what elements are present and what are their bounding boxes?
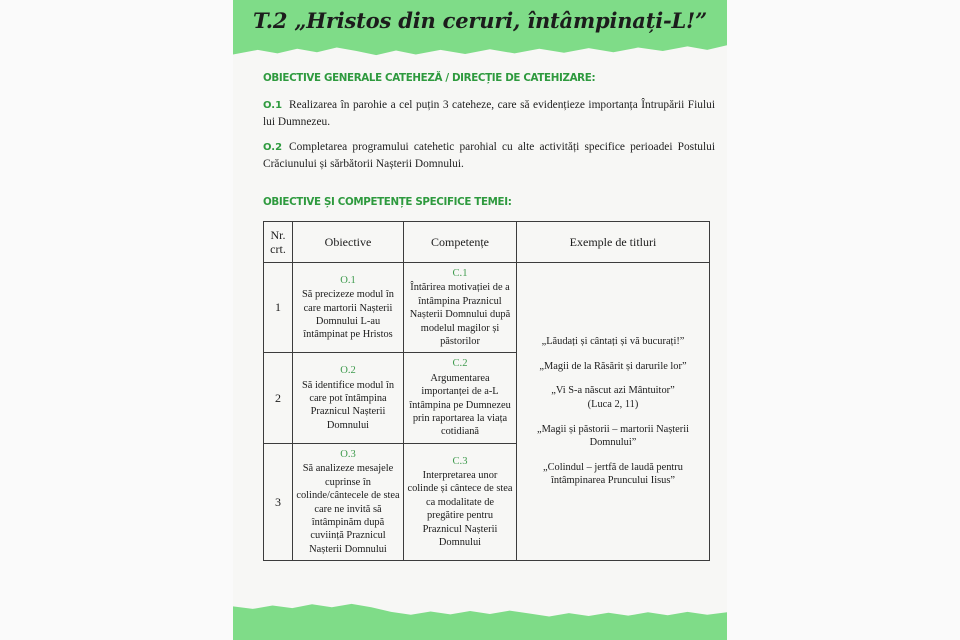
bottom-green-band-fill xyxy=(233,598,727,640)
column-header-nr-line2: crt. xyxy=(270,242,286,256)
row-1-competence-text: Întărirea motivației de a întâmpina Praznicul Nașterii Domnului după modelul magilor și păstorilor xyxy=(409,282,511,348)
document-content xyxy=(263,72,715,561)
general-objective-1-text: Realizarea în parohie a cel puțin 3 cateheze, care să evidențieze importanța Întrupării Fiului lui Dumnezeu. xyxy=(263,99,715,128)
document-page xyxy=(233,0,727,640)
examples-cell xyxy=(517,263,710,561)
row-1-objective-code: O.1 xyxy=(340,274,356,286)
row-1-objective xyxy=(293,263,404,353)
row-3-nr: 3 xyxy=(264,443,293,560)
section-heading-general: OBIECTIVE GENERALE CATEHEZĂ / DIRECȚIE DE CATEHIZARE: xyxy=(263,72,596,84)
row-2-competence xyxy=(404,353,517,443)
row-2-competence-text: Argumentarea importanței de a-L întâmpina pe Dumnezeu prin raportarea la viața cotidiană xyxy=(409,372,511,438)
general-objective-2-code: O.2 xyxy=(263,142,283,153)
general-objective-1-code: O.1 xyxy=(263,100,283,111)
column-header-nr-line1: Nr. xyxy=(270,228,286,242)
row-1-competence xyxy=(404,263,517,353)
general-objective-2-text: Completarea programului catehetic parohial cu alte activități specifice perioadei Postului Crăciunului și sărbătorii Nașterii Domnului. xyxy=(263,141,715,170)
row-3-objective xyxy=(293,443,404,560)
example-title-2 xyxy=(520,360,706,374)
row-1-nr: 1 xyxy=(264,263,293,353)
example-title-4 xyxy=(520,423,706,450)
objectives-competences-table xyxy=(263,221,710,561)
example-title-2-text: „Magii de la Răsărit și darurile lor” xyxy=(539,360,687,372)
row-3-competence-text: Interpretarea unor colinde și cântece de stea ca modalitate de pregătire pentru Praznicul Nașterii Domnului xyxy=(407,469,513,549)
row-3-competence-code: C.3 xyxy=(452,455,468,467)
general-objective-1 xyxy=(263,97,715,130)
row-2-competence-code: C.2 xyxy=(452,358,468,370)
example-title-3-text: „Vi S-a născut azi Mântuitor” xyxy=(551,385,675,397)
example-title-4-text: „Magii și păstorii – martorii Nașterii Domnului” xyxy=(536,423,690,449)
table-header-row xyxy=(264,222,710,263)
example-title-3-reference: (Luca 2, 11) xyxy=(587,398,639,410)
row-2-objective xyxy=(293,353,404,443)
column-header-obiective: Obiective xyxy=(293,222,404,263)
row-3-objective-code: O.3 xyxy=(340,448,356,460)
example-title-5-text: „Colindul – jertfă de laudă pentru întâmpinarea Pruncului Iisus” xyxy=(543,461,683,487)
example-title-5 xyxy=(520,461,706,488)
row-2-objective-code: O.2 xyxy=(340,365,356,377)
row-1-objective-text: Să precizeze modul în care martorii Nașterii Domnului L-au întâmpinat pe Hristos xyxy=(301,289,395,341)
row-2-objective-text: Să identifice modul în care pot întâmpina Praznicul Nașterii Domnului xyxy=(301,379,395,431)
page-title: T.2 „Hristos din ceruri, întâmpinați-L!” xyxy=(253,8,707,33)
example-title-3 xyxy=(520,384,706,411)
general-objective-2 xyxy=(263,139,715,172)
section-heading-specific: OBIECTIVE ȘI COMPETENȚE SPECIFICE TEMEI: xyxy=(263,196,512,208)
bottom-green-band xyxy=(233,596,727,640)
row-2-nr: 2 xyxy=(264,353,293,443)
column-header-nr xyxy=(264,222,293,263)
row-3-competence xyxy=(404,443,517,560)
table-row xyxy=(264,263,710,353)
column-header-exemple: Exemple de titluri xyxy=(517,222,710,263)
example-title-1-text: „Lăudați și cântați și vă bucurați!” xyxy=(541,336,685,348)
column-header-competente: Competențe xyxy=(404,222,517,263)
row-1-competence-code: C.1 xyxy=(452,268,468,279)
row-3-objective-text: Să analizeze mesajele cuprinse în colinde/cântecele de stea care ne invită să întâmpinăm după cuviință Praznicul Nașterii Domnului xyxy=(296,463,400,555)
section-spacer xyxy=(263,181,715,196)
example-title-1 xyxy=(520,335,706,349)
